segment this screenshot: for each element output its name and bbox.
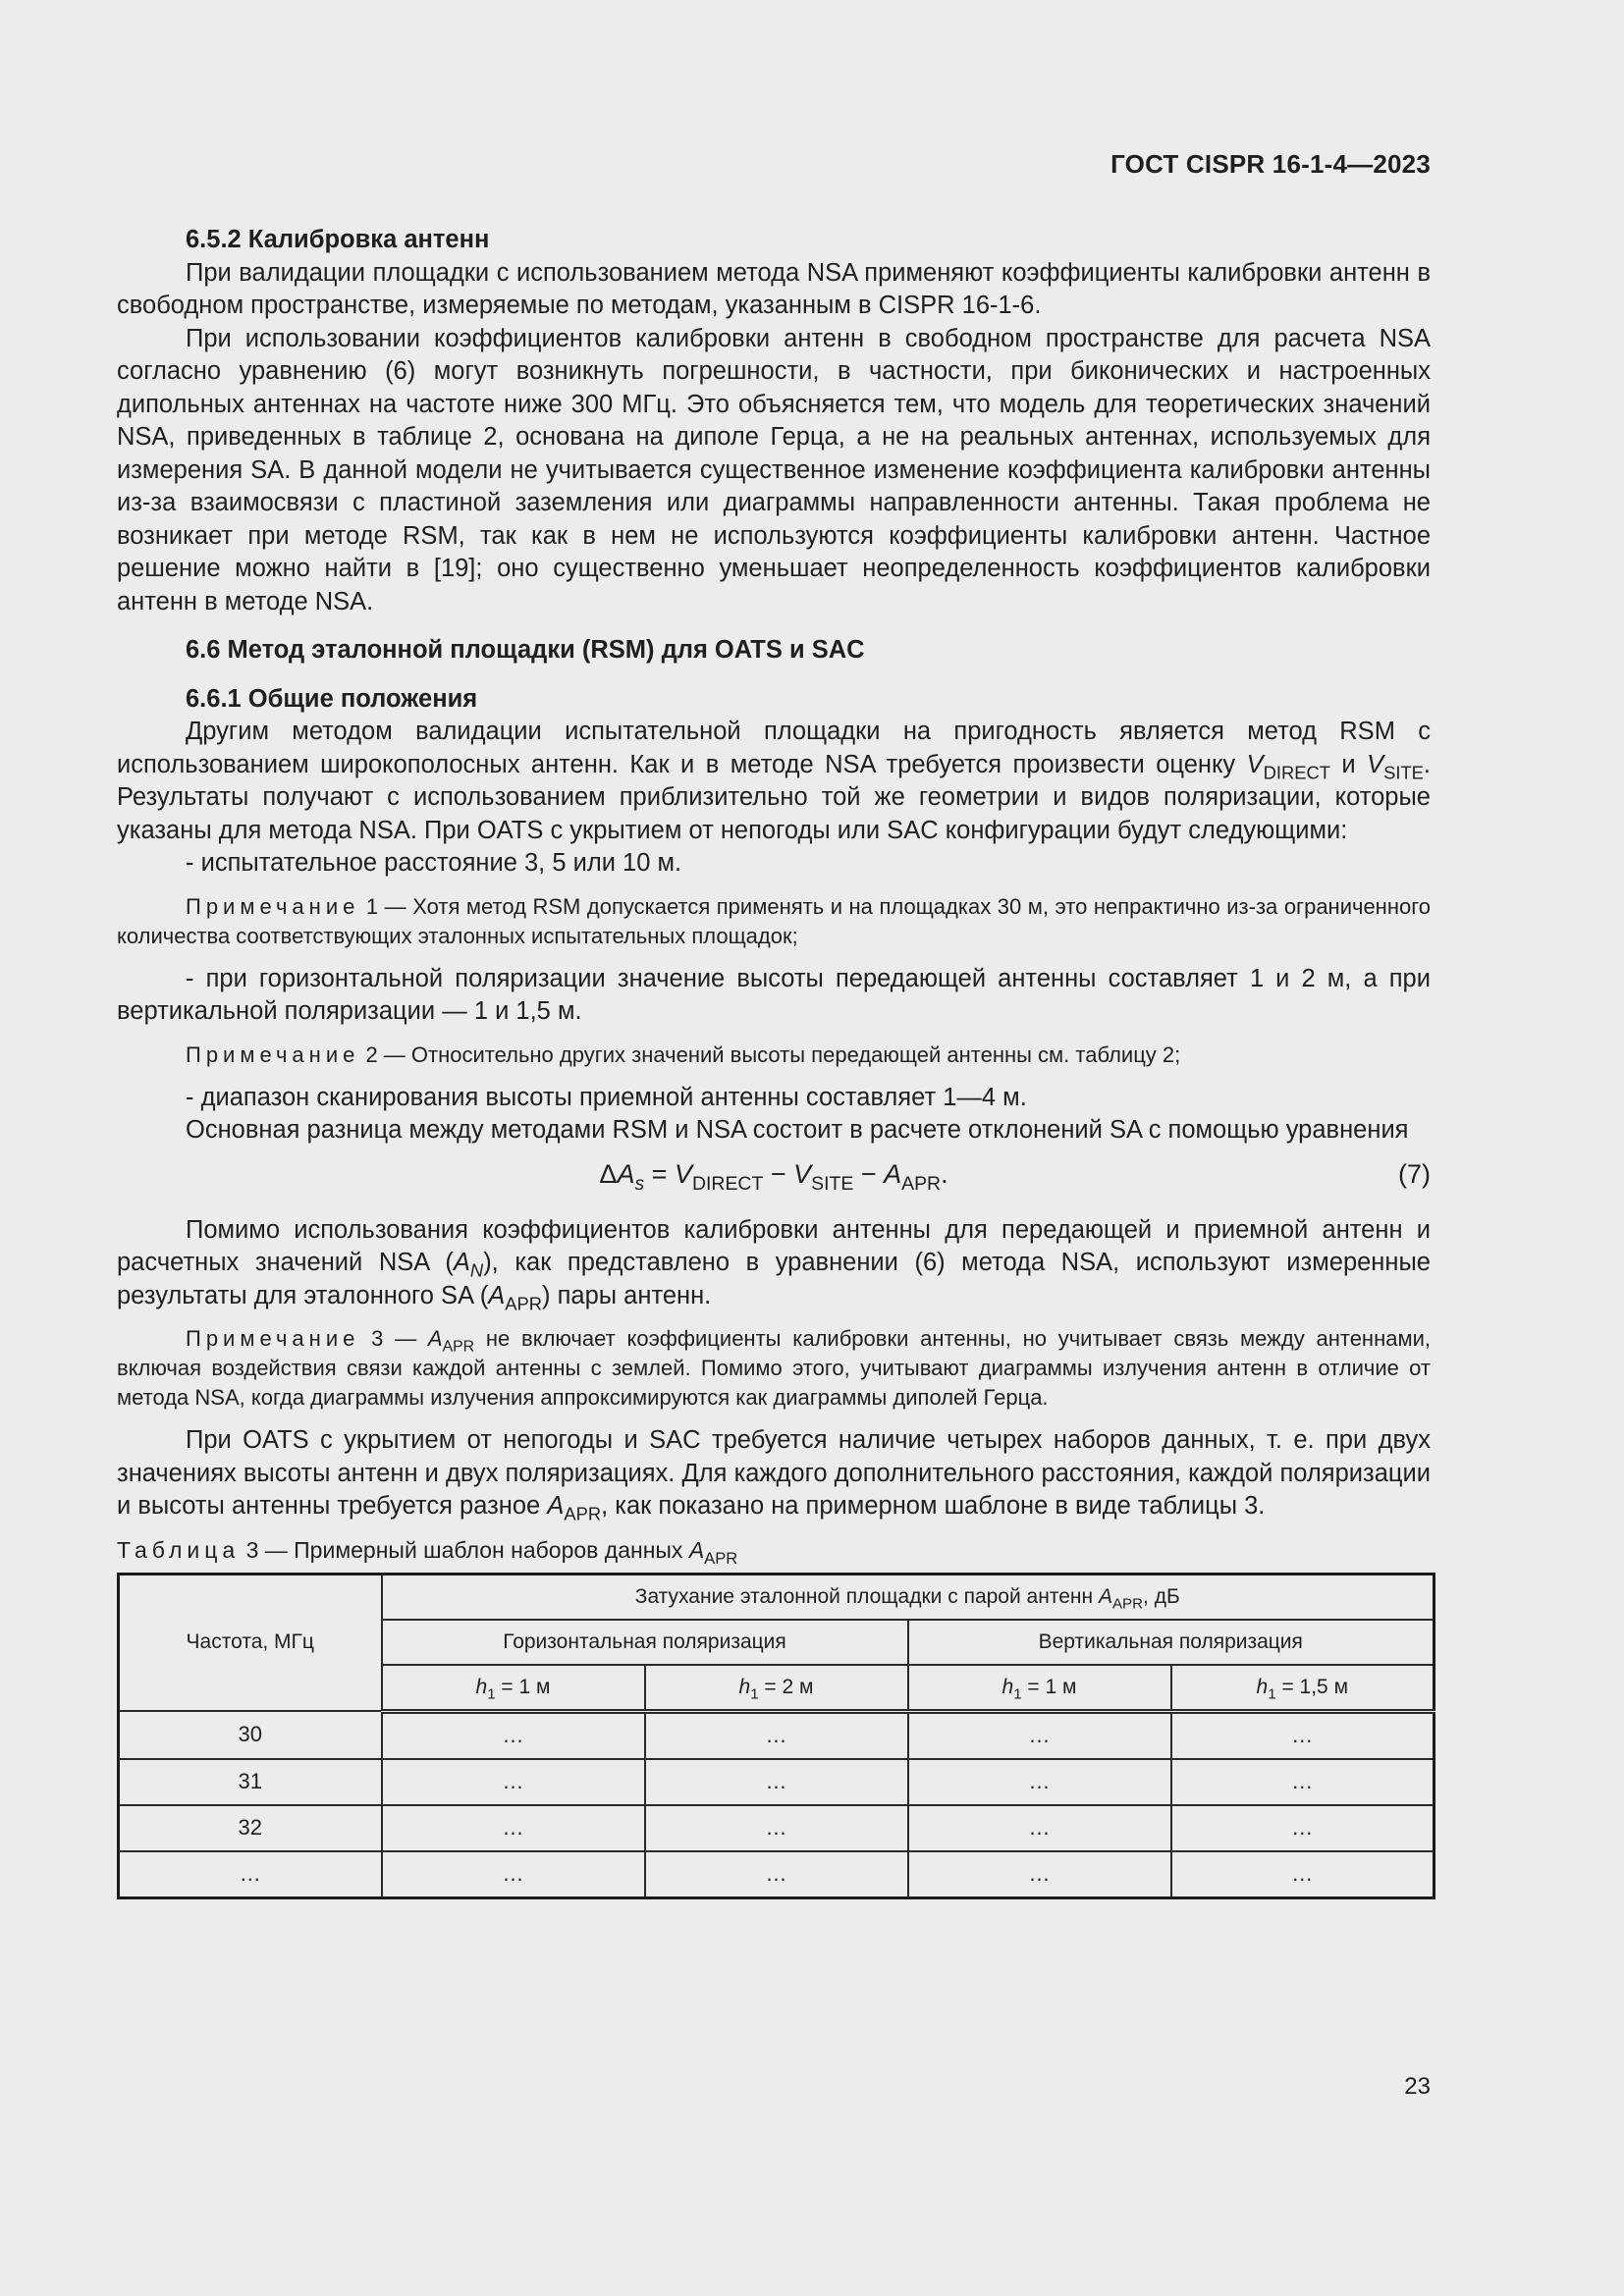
table-cell: … <box>908 1805 1171 1851</box>
table-cell: … <box>908 1711 1171 1759</box>
column-group-vertical: Вертикальная поляризация <box>908 1620 1435 1665</box>
paragraph-calibration-apr: Помимо использования коэффициентов калибровки антенны для передающей и приемной антенн и расчетных значений NSA $(A_N)$, как представлено в уравнении (6) метода NSA, используют измеренные результаты для эталонного SA $(A_{APR})$ пары антенн. <box>117 1215 1431 1313</box>
column-group-horizontal: Горизонтальная поляризация <box>382 1620 908 1665</box>
table-cell: 30 <box>119 1711 382 1759</box>
column-header-frequency: Частота, МГц <box>119 1574 382 1711</box>
table-cell: … <box>645 1851 908 1898</box>
paragraph-6-5-2-2: При использовании коэффициентов калибровки антенн в свободном пространстве для расчета NSA согласно уравнению (6) могут возникнуть погрешности, в частности, при биконических и настроенных дипольных антеннах на частоте ниже 300 МГц. Это объясняется тем, что модель для теоретических значений NSA, приведенных в таблице 2, основана на диполе Герца, а не на реальных антеннах, используемых для измерения SA. В данной модели не учитывается существенное изменение коэффициента калибровки антенны из-за взаимосвязи с пластиной заземления или диаграммы направленности антенны. Такая проблема не возникает при методе RSM, так как в нем не используются коэффициенты калибровки антенн. Частное решение можно найти в [19]; оно существенно уменьшает неопределенность коэффициентов калибровки антенн в методе NSA. <box>117 324 1431 615</box>
table-cell: … <box>382 1805 645 1851</box>
note-3: Примечание 3 — $A_{APR}$ не включает коэффициенты калибровки антенны, но учитывает связь между антеннами, включая воздействия связи каждой антенны с землей. Помимо этого, учитывают диаграммы излучения антенн в отличие от метода NSA, когда диаграммы излучения аппроксимируются как диаграммы диполей Герца. <box>117 1326 1431 1410</box>
table-row <box>119 1711 1435 1759</box>
table-cell: … <box>1171 1851 1435 1898</box>
document-id-header: ГОСТ CISPR 16-1-4—2023 <box>1110 149 1431 179</box>
equation-number: (7) <box>1398 1158 1431 1189</box>
table-cell: … <box>382 1851 645 1898</box>
equation-body: $\Delta A_s = V_{DIRECT} - V_{SITE} - A_{APR}$. <box>599 1158 948 1195</box>
paragraph-6-6-1-1: Другим методом валидации испытательной площадки на пригодность является метод RSM с использованием широкополосных антенн. Как и в методе NSA требуется произвести оценку $V_{DIRECT}$ и $V_{SITE}$. Результаты получают с использованием приблизительно той же геометрии и видов поляризации, которые указаны для метода NSA. При OATS с укрытием от непогоды или SAC конфигурации будут следующими: <box>117 718 1431 844</box>
table-cell: … <box>645 1759 908 1805</box>
heading-6-5-2: 6.5.2 Калибровка антенн <box>186 226 490 253</box>
table-cell: … <box>645 1711 908 1759</box>
note-1: Примечание 1 — Хотя метод RSM допускается применять и на площадках 30 м, это непрактично из-за ограниченного количества соответствующих эталонных испытательных площадок; <box>117 893 1431 948</box>
column-group-attenuation: Затухание эталонной площадки с парой антенн $A_{APR}$, дБ <box>382 1574 1435 1620</box>
list-item-scan-range: - диапазон сканирования высоты приемной антенны составляет 1—4 м. <box>186 1083 1027 1111</box>
column-header-h1: $h_1 = 2$ м <box>645 1665 908 1712</box>
column-header-h1: $h_1 = 1,5$ м <box>1171 1665 1435 1712</box>
table-cell: … <box>119 1851 382 1898</box>
table-row <box>119 1759 1435 1805</box>
table-cell: … <box>645 1805 908 1851</box>
table-cell: 32 <box>119 1805 382 1851</box>
table-cell: 31 <box>119 1759 382 1805</box>
paragraph-oats-sac: При OATS с укрытием от непогоды и SAC требуется наличие четырех наборов данных, т. е. при двух значениях высоты антенн и двух поляризациях. Для каждого дополнительного расстояния, каждой поляризации и высоты антенны требуется разное $A_{APR}$, как показано на примерном шаблоне в виде таблицы 3. <box>117 1426 1431 1524</box>
table-cell: … <box>382 1711 645 1759</box>
equation-7 <box>117 1148 1431 1202</box>
table-cell: … <box>908 1851 1171 1898</box>
table-cell: … <box>1171 1759 1435 1805</box>
table-3 <box>117 1573 1435 1899</box>
table-cell: … <box>1171 1711 1435 1759</box>
list-item-distance: - испытательное расстояние 3, 5 или 10 м. <box>186 849 682 877</box>
page-content <box>117 224 1431 1899</box>
table-row <box>119 1851 1435 1898</box>
column-header-h1: $h_1 = 1$ м <box>382 1665 645 1712</box>
list-item-polarization: - при горизонтальной поляризации значение высоты передающей антенны составляет 1 и 2 м, а при вертикальной поляризации — 1 и 1,5 м. <box>117 964 1431 1025</box>
note-2: Примечание 2 — Относительно других значений высоты передающей антенны см. таблицу 2; <box>186 1041 1181 1067</box>
table-3-caption: Таблица 3 — Примерный шаблон наборов данных $A_{APR}$ <box>117 1536 738 1568</box>
table-cell: … <box>1171 1805 1435 1851</box>
column-header-h1: $h_1 = 1$ м <box>908 1665 1171 1712</box>
heading-6-6: 6.6 Метод эталонной площадки (RSM) для OATS и SAC <box>186 636 865 664</box>
page-number: 23 <box>1404 2073 1431 2100</box>
table-cell: … <box>382 1759 645 1805</box>
heading-6-6-1: 6.6.1 Общие положения <box>186 684 478 713</box>
document-page <box>117 0 1431 2296</box>
table-cell: … <box>908 1759 1171 1805</box>
paragraph-6-5-2-1: При валидации площадки с использованием метода NSA применяют коэффициенты калибровки антенн в свободном пространстве, измеряемые по методам, указанным в CISPR 16-1-6. <box>117 258 1431 319</box>
paragraph-main-difference: Основная разница между методами RSM и NSA состоит в расчете отклонений SA с помощью уравнения <box>186 1116 1409 1144</box>
table-row <box>119 1805 1435 1851</box>
